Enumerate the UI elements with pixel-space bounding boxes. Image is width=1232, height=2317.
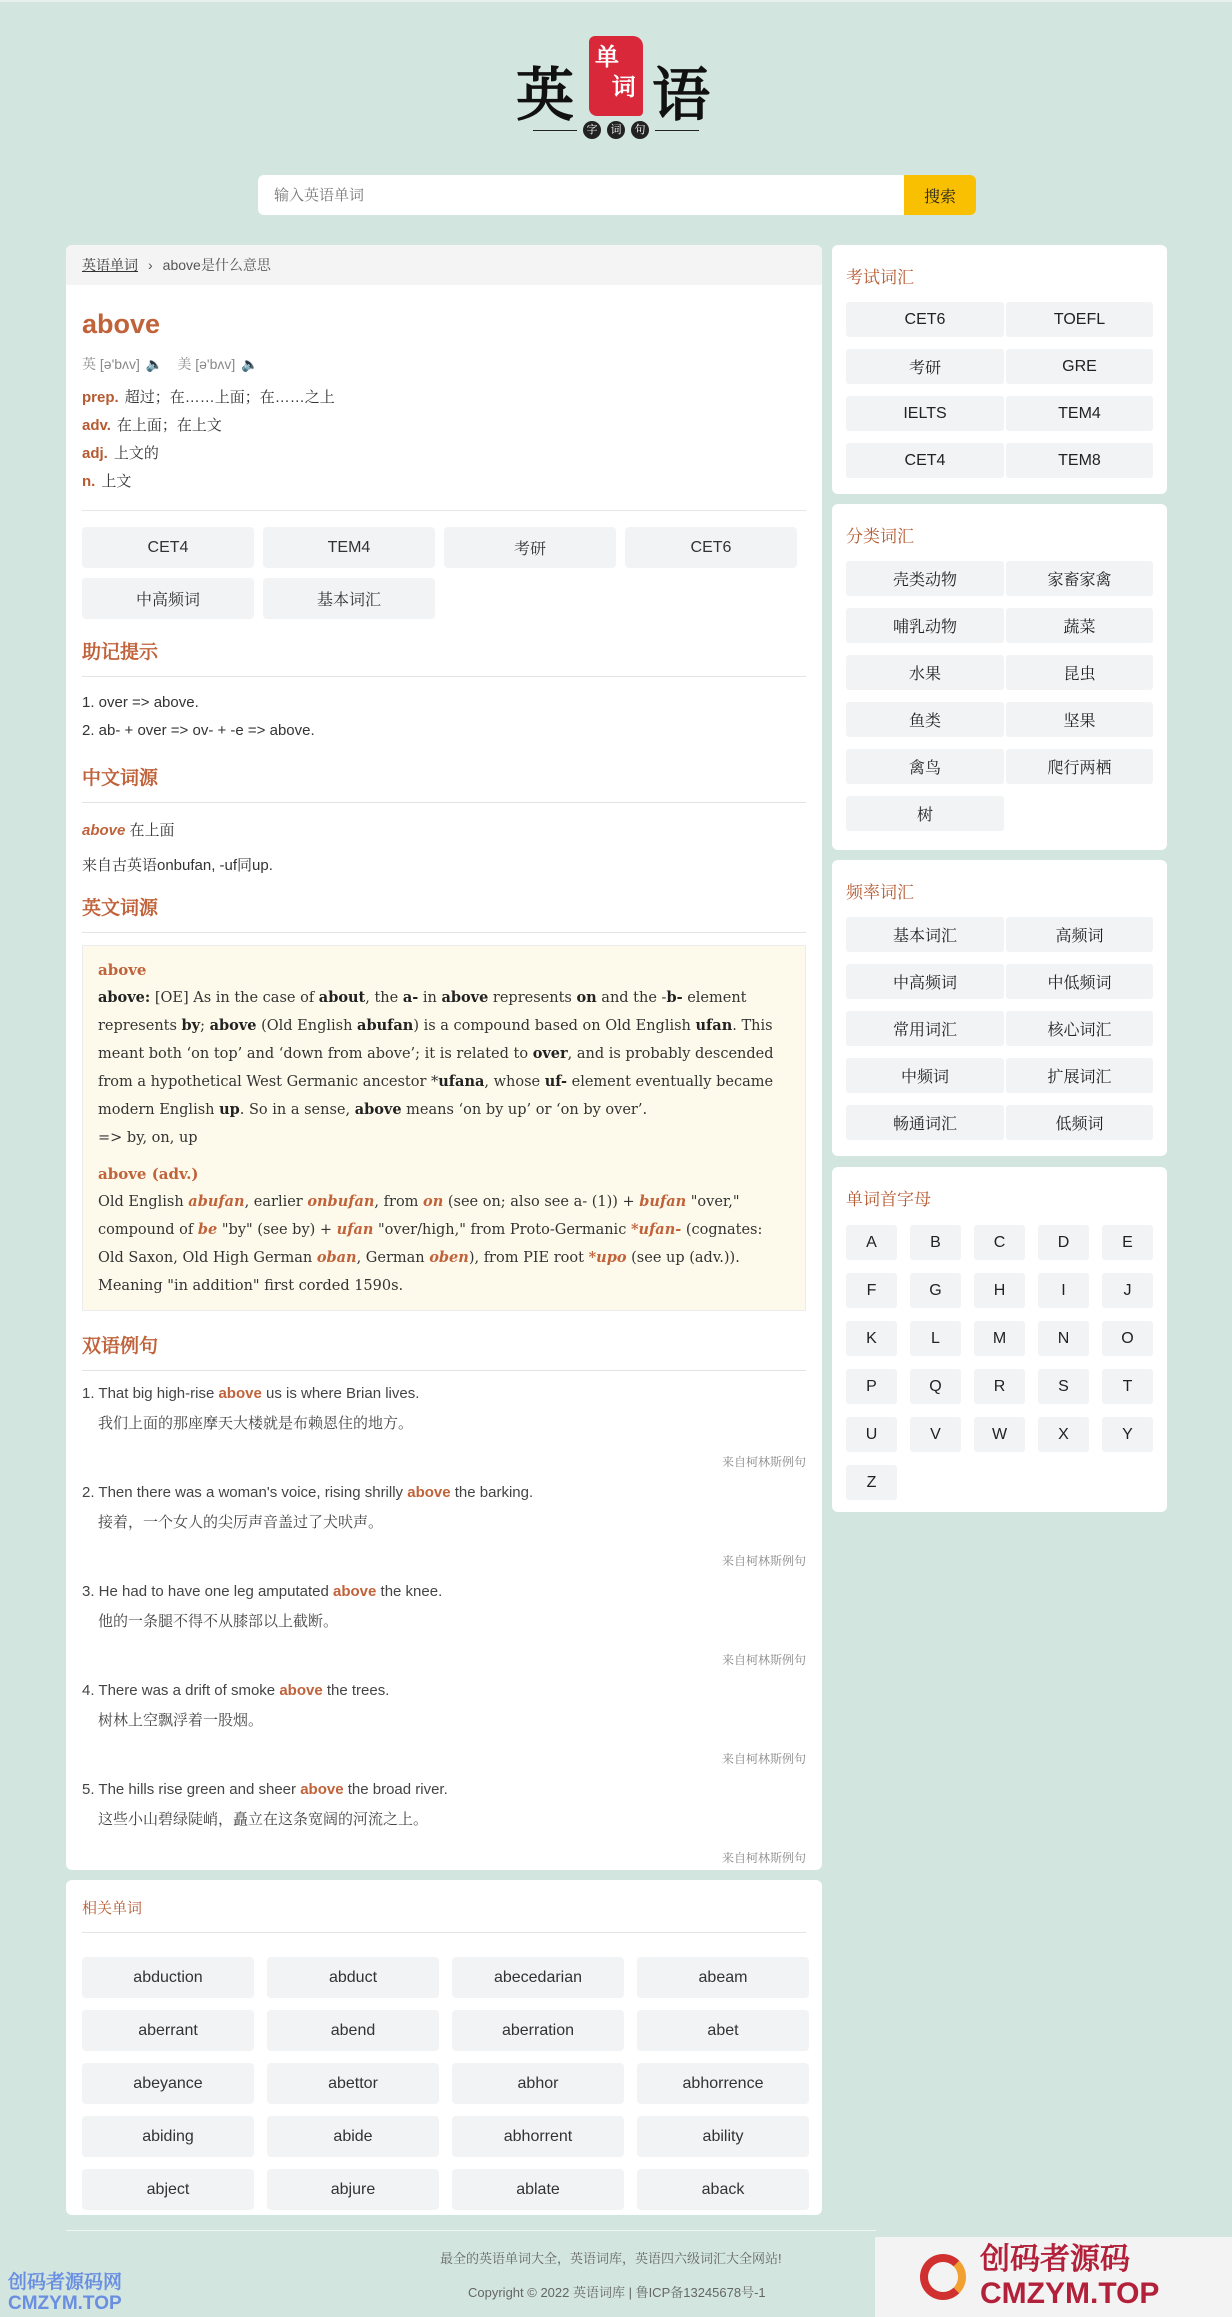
example-highlight: above	[279, 1682, 323, 1699]
search-bar	[258, 175, 976, 215]
vocab-category-link[interactable]: 爬行两栖	[1006, 749, 1153, 784]
etym-term: above	[441, 989, 489, 1006]
vocab-category-link[interactable]: 树	[846, 796, 1004, 831]
word-tag[interactable]: 中高频词	[82, 578, 254, 619]
vocab-category-link[interactable]: 低频词	[1006, 1105, 1153, 1140]
cn-etymology: above 在上面 来自古英语onbufan, -uf同up.	[82, 819, 806, 875]
letter-link[interactable]: O	[1102, 1321, 1153, 1356]
example-text: 1. That big high-rise	[82, 1385, 219, 1402]
etym-text: "by" (see by) +	[217, 1222, 337, 1238]
letter-link[interactable]: C	[974, 1225, 1025, 1260]
vocab-category-link[interactable]: 常用词汇	[846, 1011, 1004, 1046]
watermark-left: 创码者源码网 CMZYM.TOP	[8, 2272, 123, 2314]
word-tag[interactable]: 基本词汇	[263, 578, 435, 619]
vocab-category-link[interactable]: IELTS	[846, 396, 1004, 431]
etym-paragraph-2	[98, 1188, 790, 1300]
etym-title-1: above	[98, 961, 147, 979]
us-speaker-icon[interactable]: 🔈	[241, 356, 259, 372]
letter-link[interactable]: M	[974, 1321, 1025, 1356]
letter-link[interactable]: N	[1038, 1321, 1089, 1356]
etym-text: ) is a compound based on Old English	[413, 1018, 696, 1034]
etym-term: by	[181, 1017, 201, 1034]
related-word-link[interactable]: aberrant	[82, 2010, 254, 2051]
part-of-speech: n.	[82, 473, 96, 490]
letter-link[interactable]: Z	[846, 1465, 897, 1500]
exam-vocab-box	[832, 245, 1167, 494]
word-tag[interactable]: CET6	[625, 527, 797, 568]
us-phonetic: 美 [ə'bʌv]	[177, 356, 236, 372]
vocab-category-link[interactable]: 水果	[846, 655, 1004, 690]
example-source: 来自柯林斯例句	[721, 1554, 806, 1568]
definition-row	[82, 440, 806, 468]
cn-etymology-heading: 中文词源	[82, 763, 806, 803]
breadcrumb-separator-icon: ›	[148, 257, 153, 273]
example-text: the broad river.	[343, 1781, 448, 1798]
definition-text: 超过；在……上面；在……之上	[124, 389, 335, 406]
example-highlight: above	[218, 1385, 262, 1402]
cn-etym-text: 来自古英语onbufan, -uf同up.	[82, 857, 273, 874]
etym-term: up	[219, 1101, 240, 1118]
etym-text: (see on; also see a- (1)) +	[443, 1194, 640, 1210]
vocab-category-link[interactable]: 蔬菜	[1006, 608, 1153, 643]
etym-text: represents	[488, 990, 577, 1006]
letter-link[interactable]: Q	[910, 1369, 961, 1404]
initial-letter-title: 单词首字母	[846, 1190, 931, 1209]
etym-term: *ufan-	[630, 1221, 682, 1238]
definition-row	[82, 468, 806, 496]
footer-divider	[66, 2230, 876, 2231]
letter-link[interactable]: U	[846, 1417, 897, 1452]
uk-speaker-icon[interactable]: 🔈	[145, 356, 164, 372]
etym-text: element eventually became modern English	[98, 1074, 774, 1118]
example-source: 来自柯林斯例句	[721, 1851, 806, 1865]
letter-link[interactable]: X	[1038, 1417, 1089, 1452]
etym-term: above	[209, 1017, 257, 1034]
etym-text: (Old English	[256, 1018, 358, 1034]
vocab-category-link[interactable]: CET6	[846, 302, 1004, 337]
etym-term: ufan	[336, 1221, 374, 1238]
letter-link[interactable]: G	[910, 1273, 961, 1308]
example-chinese: 他的一条腿不得不从膝部以上截断。	[98, 1613, 339, 1630]
related-word-link[interactable]: abjure	[267, 2169, 439, 2210]
related-word-link[interactable]: aback	[637, 2169, 809, 2210]
etym-term: on	[576, 989, 597, 1006]
related-word-link[interactable]: ability	[637, 2116, 809, 2157]
etym-term: over	[532, 1045, 568, 1062]
example-highlight: above	[333, 1583, 377, 1600]
category-vocab-box	[832, 504, 1167, 850]
etym-term: on	[423, 1193, 444, 1210]
example-text: 2. Then there was a woman's voice, rising shrilly	[82, 1484, 408, 1501]
etym-text: , earlier	[244, 1194, 308, 1210]
vocab-category-link[interactable]: 扩展词汇	[1006, 1058, 1153, 1093]
etym-text: and the -	[596, 990, 667, 1006]
vocab-category-link[interactable]: 昆虫	[1006, 655, 1153, 690]
word-tags	[82, 527, 806, 619]
etym-term: be	[197, 1221, 218, 1238]
footer-slogan: 最全的英语单词大全，英语词库，英语四六级词汇大全网站!	[440, 2251, 782, 2266]
related-word-link[interactable]: ablate	[452, 2169, 624, 2210]
definition-row	[82, 412, 806, 440]
letter-link[interactable]: B	[910, 1225, 961, 1260]
letter-link[interactable]: Y	[1102, 1417, 1153, 1452]
vocab-category-link[interactable]: 畅通词汇	[846, 1105, 1004, 1140]
etym-term: ufan	[695, 1017, 733, 1034]
example-chinese: 接着，一个女人的尖厉声音盖过了犬吠声。	[98, 1514, 384, 1531]
vocab-category-link[interactable]: 中频词	[846, 1058, 1004, 1093]
part-of-speech: adv.	[82, 417, 111, 434]
example-item	[82, 1484, 806, 1569]
letter-link[interactable]: E	[1102, 1225, 1153, 1260]
vocab-category-link[interactable]: 坚果	[1006, 702, 1153, 737]
vocab-category-link[interactable]: 家畜家禽	[1006, 561, 1153, 596]
etym-text: ;	[200, 1018, 210, 1034]
example-text: 5. The hills rise green and sheer	[82, 1781, 301, 1798]
initial-letter-box	[832, 1167, 1167, 1512]
etym-term: *upo	[588, 1249, 627, 1266]
example-text: the knee.	[376, 1583, 443, 1600]
related-word-link[interactable]: abhorrent	[452, 2116, 624, 2157]
etym-text: . This meant both ‘on top’ and ‘down from above’; it is related to	[98, 1018, 773, 1062]
word-tag[interactable]: CET4	[82, 527, 254, 568]
letter-link[interactable]: L	[910, 1321, 961, 1356]
example-text: 4. There was a drift of smoke	[82, 1682, 280, 1699]
phonetics	[82, 354, 806, 374]
example-english	[82, 1583, 806, 1600]
vocab-category-link[interactable]: 禽鸟	[846, 749, 1004, 784]
vocab-category-link[interactable]: 基本词汇	[846, 917, 1004, 952]
vocab-category-link[interactable]: 中低频词	[1006, 964, 1153, 999]
breadcrumb-home-link[interactable]: 英语单词	[82, 257, 138, 273]
etym-text: means ‘on by up’ or ‘on by over’.	[401, 1102, 648, 1118]
letter-link[interactable]: W	[974, 1417, 1025, 1452]
part-of-speech: prep.	[82, 389, 119, 406]
etym-text: (cognates: Old Saxon, Old High German	[98, 1222, 763, 1266]
word-detail-panel	[66, 245, 822, 1870]
frequency-vocab-title: 频率词汇	[846, 883, 914, 902]
letter-link[interactable]: K	[846, 1321, 897, 1356]
word-tag[interactable]: TEM4	[263, 527, 435, 568]
mnemonic-list	[82, 689, 806, 745]
etym-text: , and is probably descended from a hypothetical West Germanic ancestor *	[98, 1046, 774, 1090]
etym-term: about	[318, 989, 366, 1006]
letter-link[interactable]: J	[1102, 1273, 1153, 1308]
category-vocab-title: 分类词汇	[846, 527, 914, 546]
example-text: us is where Brian lives.	[261, 1385, 420, 1402]
related-word-link[interactable]: abiding	[82, 2116, 254, 2157]
definition-text: 上文的	[113, 445, 159, 462]
related-word-link[interactable]: abeam	[637, 1957, 809, 1998]
related-word-link[interactable]: abettor	[267, 2063, 439, 2104]
etym-paragraph-1	[98, 984, 790, 1124]
example-item	[82, 1583, 806, 1668]
frequency-vocab-box	[832, 860, 1167, 1156]
example-english	[82, 1385, 806, 1402]
mnemonic-line: 1. over => above.	[82, 694, 199, 711]
footer-copyright: Copyright © 2022 英语词库 | 鲁ICP备13245678号-1	[468, 2285, 766, 2300]
example-english	[82, 1682, 806, 1699]
etym-text: [OE] As in the case of	[150, 990, 319, 1006]
mnemonic-line: 2. ab- + over => ov- + -e => above.	[82, 722, 315, 739]
etym-text: , whose	[484, 1074, 545, 1090]
letter-link[interactable]: H	[974, 1273, 1025, 1308]
example-english	[82, 1781, 806, 1798]
example-source: 来自柯林斯例句	[721, 1455, 806, 1469]
letter-link[interactable]: I	[1038, 1273, 1089, 1308]
etym-term: abufan	[357, 1017, 414, 1034]
related-words-panel	[66, 1880, 822, 2215]
etym-text: "over/high," from Proto-Germanic	[373, 1222, 631, 1238]
vocab-category-link[interactable]: TOEFL	[1006, 302, 1153, 337]
example-chinese: 我们上面的那座摩天大楼就是布赖恩住的地方。	[98, 1415, 414, 1432]
etym-text: Old English	[98, 1194, 189, 1210]
vocab-category-link[interactable]: 中高频词	[846, 964, 1004, 999]
vocab-category-link[interactable]: 壳类动物	[846, 561, 1004, 596]
site-logo[interactable]: 英 单 词 语 字 词 句	[516, 30, 716, 142]
letter-link[interactable]: R	[974, 1369, 1025, 1404]
related-word-link[interactable]: abhorrence	[637, 2063, 809, 2104]
related-word-link[interactable]: aberration	[452, 2010, 624, 2051]
uk-phonetic: 英 [ə'bʌv]	[82, 356, 140, 372]
vocab-category-link[interactable]: 鱼类	[846, 702, 1004, 737]
vocab-category-link[interactable]: 考研	[846, 349, 1004, 384]
vocab-category-link[interactable]: 哺乳动物	[846, 608, 1004, 643]
search-button[interactable]: 搜索	[904, 175, 976, 215]
example-source: 来自柯林斯例句	[721, 1752, 806, 1766]
etym-title-2: above (adv.)	[98, 1165, 199, 1183]
etym-term: uf-	[544, 1073, 568, 1090]
related-word-link[interactable]: abecedarian	[452, 1957, 624, 1998]
breadcrumb	[66, 245, 822, 285]
etym-text: element represents	[98, 990, 747, 1034]
word-title: above	[82, 309, 161, 339]
related-word-link[interactable]: abeyance	[82, 2063, 254, 2104]
etym-term: ufana	[438, 1073, 485, 1090]
example-item	[82, 1781, 806, 1866]
vocab-category-link[interactable]: TEM8	[1006, 443, 1153, 478]
watermark-logo-icon	[920, 2254, 966, 2300]
vocab-category-link[interactable]: TEM4	[1006, 396, 1153, 431]
examples-list	[82, 1385, 806, 1866]
related-word-link[interactable]: abend	[267, 2010, 439, 2051]
example-chinese: 这些小山碧绿陡峭，矗立在这条宽阔的河流之上。	[98, 1811, 429, 1828]
letter-link[interactable]: P	[846, 1369, 897, 1404]
etym-term: abufan	[188, 1193, 245, 1210]
search-input[interactable]	[258, 175, 904, 215]
example-item	[82, 1385, 806, 1470]
cn-etym-word: above	[82, 822, 126, 839]
etym-term: bufan	[639, 1193, 687, 1210]
exam-vocab-title: 考试词汇	[846, 268, 914, 287]
examples-heading: 双语例句	[82, 1331, 806, 1371]
related-word-link[interactable]: abduction	[82, 1957, 254, 1998]
etym-term: b-	[666, 989, 683, 1006]
related-word-link[interactable]: abide	[267, 2116, 439, 2157]
example-text: 3. He had to have one leg amputated	[82, 1583, 334, 1600]
example-source: 来自柯林斯例句	[721, 1653, 806, 1667]
part-of-speech: adj.	[82, 445, 108, 462]
word-tag[interactable]: 考研	[444, 527, 616, 568]
etym-text: , German	[356, 1250, 430, 1266]
en-etymology-heading: 英文词源	[82, 893, 806, 933]
etym-text: "over," compound of	[98, 1194, 740, 1238]
en-etymology-box	[82, 945, 806, 1311]
letter-link[interactable]: F	[846, 1273, 897, 1308]
etym-text: in	[418, 990, 442, 1006]
definition-text: 在上面；在上文	[116, 417, 222, 434]
definition-row	[82, 384, 806, 412]
etym-related: => by, on, up	[98, 1130, 198, 1146]
breadcrumb-current: above是什么意思	[162, 257, 271, 273]
example-item	[82, 1682, 806, 1767]
watermark-right-logo: 创码者源码 CMZYM.TOP	[875, 2237, 1232, 2317]
related-word-link[interactable]: abhor	[452, 2063, 624, 2104]
mnemonic-heading: 助记提示	[82, 637, 806, 677]
etym-text: , the	[365, 990, 403, 1006]
etym-text: (see up (adv.)). Meaning "in addition" first corded 1590s.	[98, 1250, 740, 1294]
vocab-category-link[interactable]: 核心词汇	[1006, 1011, 1153, 1046]
example-english	[82, 1484, 806, 1501]
example-highlight: above	[300, 1781, 344, 1798]
vocab-category-link[interactable]: 高频词	[1006, 917, 1153, 952]
related-word-link[interactable]: abduct	[267, 1957, 439, 1998]
etym-term: above:	[98, 989, 151, 1006]
etym-text: ), from PIE root	[468, 1250, 589, 1266]
etym-term: oben	[429, 1249, 469, 1266]
example-text: the trees.	[322, 1682, 390, 1699]
example-chinese: 树林上空飘浮着一股烟。	[98, 1712, 264, 1729]
related-word-link[interactable]: abet	[637, 2010, 809, 2051]
etym-text: . So in a sense,	[239, 1102, 355, 1118]
etym-term: above	[354, 1101, 402, 1118]
related-word-link[interactable]: abject	[82, 2169, 254, 2210]
etym-term: oban	[316, 1249, 357, 1266]
etym-term: onbufan	[307, 1193, 375, 1210]
letter-link[interactable]: A	[846, 1225, 897, 1260]
vocab-category-link[interactable]: GRE	[1006, 349, 1153, 384]
letter-link[interactable]: D	[1038, 1225, 1089, 1260]
related-words-title: 相关单词	[82, 1880, 806, 1933]
etym-term: a-	[402, 989, 419, 1006]
definitions	[82, 384, 806, 496]
letter-link[interactable]: T	[1102, 1369, 1153, 1404]
etym-text: , from	[374, 1194, 424, 1210]
example-highlight: above	[407, 1484, 451, 1501]
letter-link[interactable]: S	[1038, 1369, 1089, 1404]
vocab-category-link[interactable]: CET4	[846, 443, 1004, 478]
example-text: the barking.	[450, 1484, 534, 1501]
letter-link[interactable]: V	[910, 1417, 961, 1452]
definition-text: 上文	[101, 473, 132, 490]
